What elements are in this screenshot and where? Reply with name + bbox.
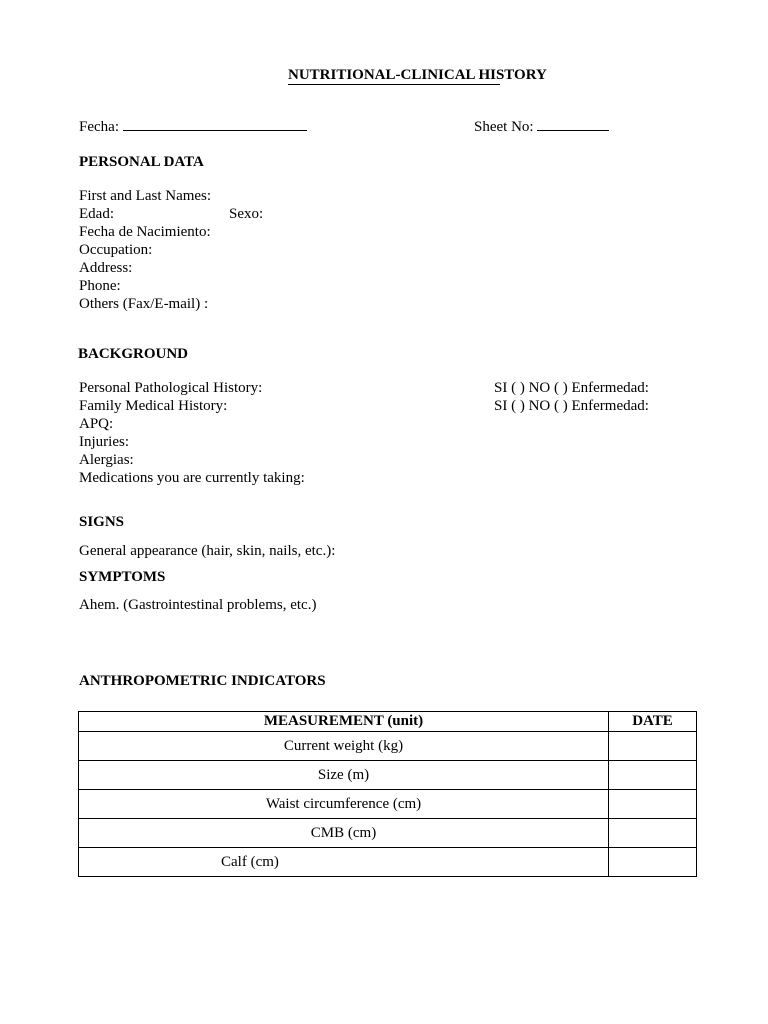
measurement-cell: Calf (cm)	[79, 848, 609, 877]
date-field	[79, 118, 307, 136]
page-title: NUTRITIONAL-CLINICAL HISTORY	[288, 67, 547, 83]
symptoms-text: Ahem. (Gastrointestinal problems, etc.)	[79, 597, 317, 613]
allergies-label: Alergias:	[79, 452, 134, 468]
apq-label: APQ:	[79, 416, 114, 432]
others-label: Others (Fax/E-mail) :	[79, 296, 209, 312]
occupation-label: Occupation:	[79, 242, 153, 258]
table-row	[79, 732, 697, 761]
date-cell	[609, 790, 697, 819]
date-cell	[609, 761, 697, 790]
measurement-cell: CMB (cm)	[79, 819, 609, 848]
signs-text: General appearance (hair, skin, nails, etc.):	[79, 543, 336, 559]
family-history-label: Family Medical History:	[79, 398, 228, 414]
signs-heading: SIGNS	[79, 514, 125, 530]
measurement-cell: Size (m)	[79, 761, 609, 790]
date-cell	[609, 819, 697, 848]
personal-pathological-options: SI ( ) NO ( ) Enfermedad:	[494, 380, 649, 396]
sheet-blank-line	[537, 129, 609, 131]
phone-label: Phone:	[79, 278, 121, 294]
measurement-cell: Current weight (kg)	[79, 732, 609, 761]
personal-pathological-label: Personal Pathological History:	[79, 380, 263, 396]
sheet-label: Sheet No:	[474, 119, 534, 135]
table-row	[79, 848, 697, 877]
background-fields	[79, 379, 305, 487]
table-row	[79, 819, 697, 848]
anthropometric-heading: ANTHROPOMETRIC INDICATORS	[79, 673, 326, 689]
background-options	[494, 379, 649, 415]
date-label: Fecha:	[79, 119, 119, 135]
injuries-label: Injuries:	[79, 434, 129, 450]
table-row	[79, 790, 697, 819]
sheet-field	[474, 118, 609, 136]
personal-data-heading: PERSONAL DATA	[79, 154, 204, 170]
background-heading: BACKGROUND	[78, 346, 189, 362]
title-underline	[288, 84, 500, 85]
birth-label: Fecha de Nacimiento:	[79, 224, 211, 240]
measurement-column-header: MEASUREMENT (unit)	[79, 712, 609, 732]
address-label: Address:	[79, 260, 133, 276]
personal-data-fields	[79, 187, 263, 313]
table-row	[79, 761, 697, 790]
sex-label: Sexo:	[229, 206, 264, 222]
names-label: First and Last Names:	[79, 188, 212, 204]
measurement-cell: Waist circumference (cm)	[79, 790, 609, 819]
table-header-row	[79, 712, 697, 732]
medications-label: Medications you are currently taking:	[79, 470, 305, 486]
age-sex-row	[79, 205, 263, 223]
anthropometric-table	[78, 711, 697, 877]
date-blank-line	[123, 129, 307, 131]
age-label: Edad:	[79, 206, 114, 222]
date-cell	[609, 848, 697, 877]
symptoms-heading: SYMPTOMS	[79, 569, 166, 585]
family-history-options: SI ( ) NO ( ) Enfermedad:	[494, 398, 649, 414]
date-cell	[609, 732, 697, 761]
date-column-header: DATE	[609, 712, 697, 732]
